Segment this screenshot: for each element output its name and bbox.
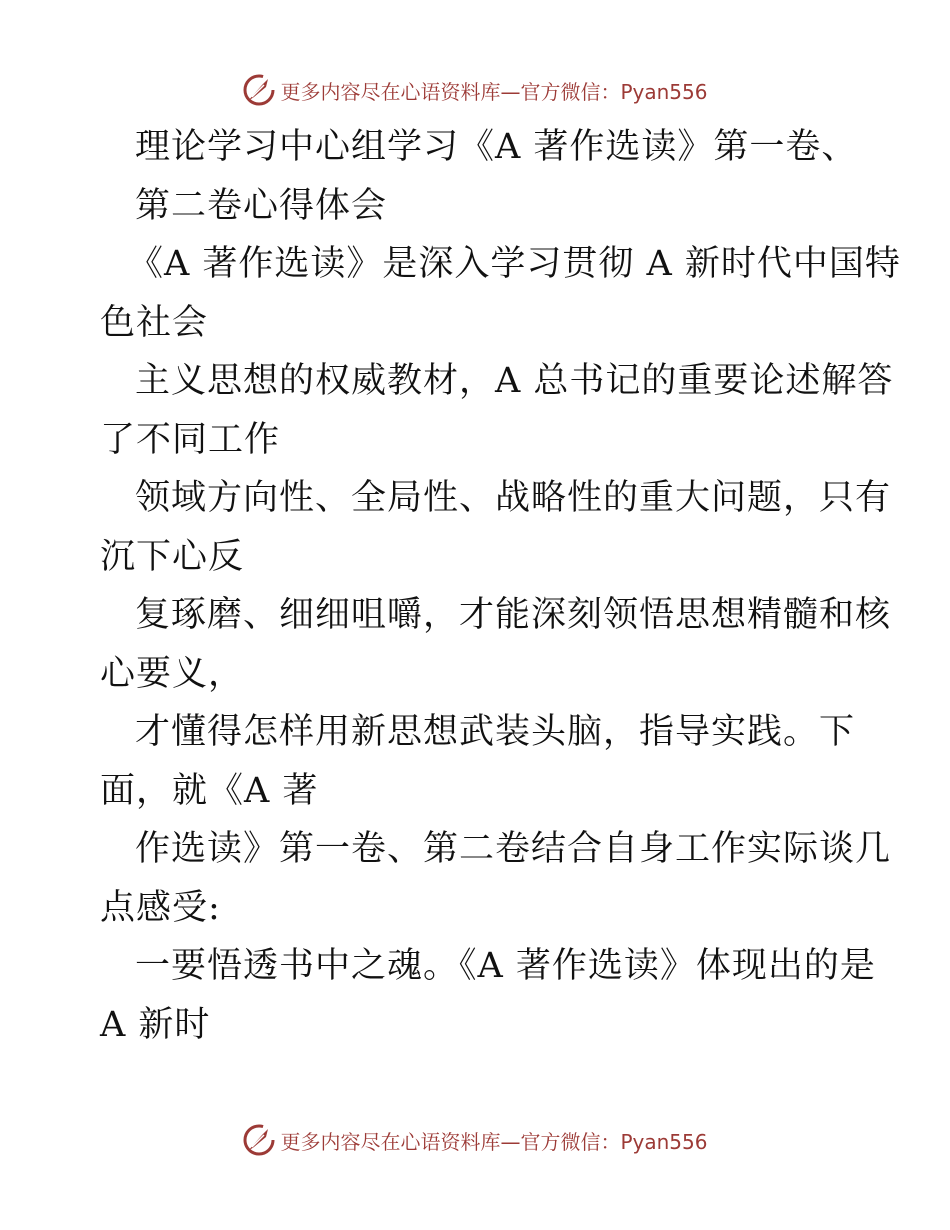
paragraph-line: 沉下心反 [100, 536, 245, 577]
document-title-line-1: 理论学习中心组学习《A 著作选读》第一卷、 [135, 127, 858, 167]
paragraph-line: 复琢磨、细细咀嚼，才能深刻领悟思想精髓和核 [135, 595, 892, 635]
footer-banner-text [280, 1126, 707, 1155]
header-banner-wechat: 官方微信：Pyan556 [520, 79, 708, 104]
header-banner-dash: — [500, 79, 521, 104]
quill-pen-logo-icon [242, 1123, 276, 1157]
paragraph-line: A 新时 [100, 1004, 211, 1045]
document-title-line-2: 第二卷心得体会 [135, 185, 388, 226]
document-body [100, 118, 901, 1054]
footer-banner-dash: — [500, 1129, 521, 1154]
header-banner [0, 70, 950, 110]
footer-banner [0, 1120, 950, 1160]
paragraph-line: 领域方向性、全局性、战略性的重大问题，只有 [135, 478, 892, 518]
paragraph-line: 才懂得怎样用新思想武装头脑，指导实践。下 [135, 712, 856, 752]
paragraph-line: 作选读》第一卷、第二卷结合自身工作实际谈几 [135, 829, 892, 869]
paragraph-line: 主义思想的权威教材，A 总书记的重要论述解答 [135, 361, 894, 401]
footer-banner-wechat: 官方微信：Pyan556 [520, 1129, 708, 1154]
paragraph-line: 点感受: [100, 887, 221, 928]
header-banner-text [280, 76, 707, 105]
paragraph-line: 了不同工作 [100, 419, 281, 460]
quill-pen-logo-icon [242, 73, 276, 107]
paragraph-line: 面，就《A 著 [100, 770, 319, 811]
paragraph-line: 一要悟透书中之魂。《A 著作选读》体现出的是 [135, 946, 876, 986]
paragraph-line: 《A 著作选读》是深入学习贯彻 A 新时代中国特 [128, 244, 901, 284]
paragraph-line: 色社会 [100, 302, 209, 343]
footer-banner-title: 更多内容尽在心语资料库 [280, 1129, 501, 1154]
header-banner-title: 更多内容尽在心语资料库 [280, 79, 501, 104]
paragraph-line: 心要义， [100, 653, 245, 694]
